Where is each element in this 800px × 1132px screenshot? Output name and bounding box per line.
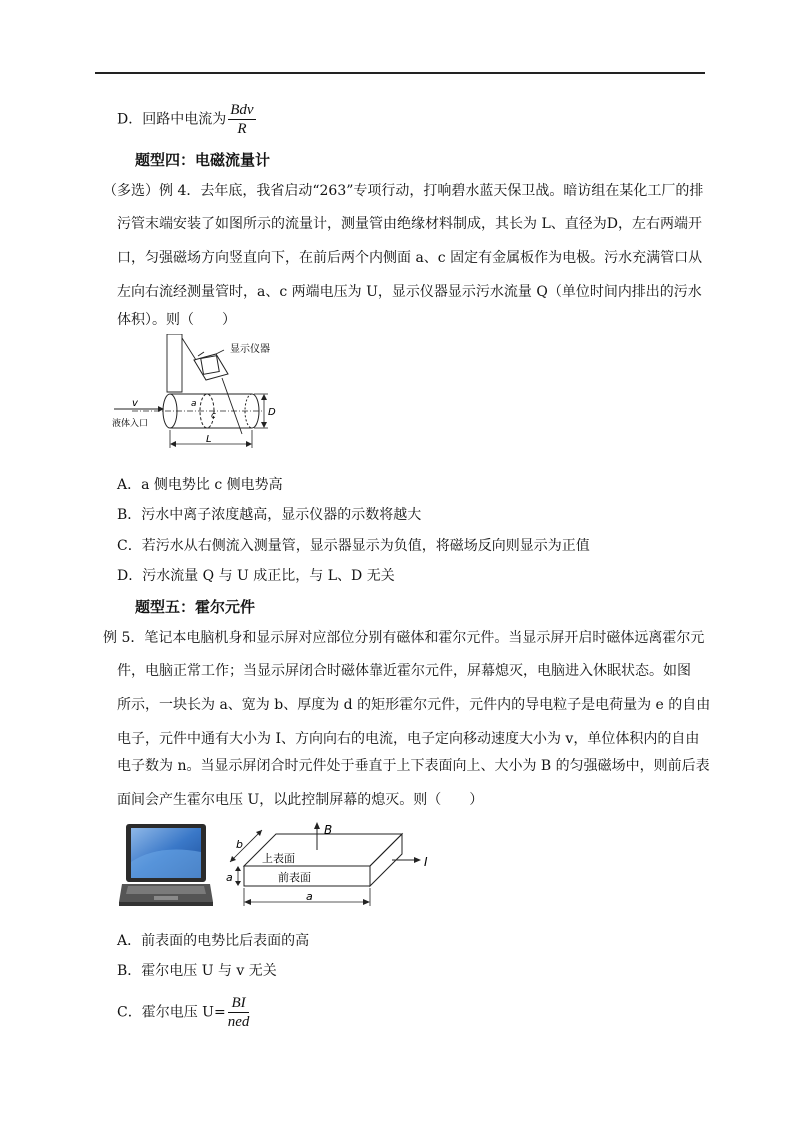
prev-option-d: D．回路中电流为 $\frac{\text{Bdv}}{R}$ <box>117 102 254 137</box>
header-rule <box>95 72 705 74</box>
b-label: b <box>236 838 243 851</box>
display-instrument <box>194 352 228 380</box>
section5-option-c: C．霍尔电压 U= $\frac{BI}{\text{ned}}$ <box>117 995 250 1030</box>
inlet-label: 液体入口 <box>112 419 149 429</box>
a-bottom-label: a <box>306 890 313 903</box>
fraction-bi-over-ned: $\frac{BI}{\text{ned}}$ <box>227 995 250 1030</box>
measuring-pipe <box>132 394 262 428</box>
section4-question-line: 口，匀强磁场方向竖直向下，在前后两个内侧面 a、c 固定有金属板作为电极。污水充满管口从 <box>117 250 703 266</box>
section5-question-line: 所示，一块长为 a、宽为 b、厚度为 d 的矩形霍尔元件，元件内的导电粒子是电荷量为 e 的自由 <box>117 697 711 713</box>
section5-question-line: 件，电脑正常工作；当显示屏闭合时磁体靠近霍尔元件，屏幕熄灭，电脑进入休眠状态。如图 <box>117 663 691 679</box>
c-label: c <box>211 411 216 421</box>
display-label: 显示仪器 <box>230 344 270 355</box>
section5-question-line: 例 5．笔记本电脑机身和显示屏对应部位分别有磁体和霍尔元件。当显示屏开启时磁体远离霍尔元 <box>103 630 705 646</box>
hall-element-figure <box>222 820 437 910</box>
laptop-image <box>118 822 213 908</box>
section5-question-line: 电子数为 n。当显示屏闭合时元件处于垂直于上下表面向上、大小为 B 的匀强磁场中，则前后表 <box>117 758 710 774</box>
section5-question-line: 电子，元件中通有大小为 I、方向向右的电流，电子定向移动速度大小为 v，单位体积内的自由 <box>117 731 700 747</box>
section4-option-a: A．a 侧电势比 c 侧电势高 <box>117 477 283 493</box>
a-label: a <box>191 399 197 409</box>
D-label: D <box>268 407 276 418</box>
section5-heading: 题型五：霍尔元件 <box>135 598 256 616</box>
section4-question-line: 污管末端安装了如图所示的流量计，测量管由绝缘材料制成，其长为 L、直径为D，左右两端开 <box>117 216 702 232</box>
section4-option-d: D．污水流量 Q 与 U 成正比，与 L、D 无关 <box>117 568 395 584</box>
section4-option-c: C．若污水从右侧流入测量管，显示器显示为负值，将磁场反向则显示为正值 <box>117 538 590 554</box>
section5-option-a: A．前表面的电势比后表面的高 <box>117 933 310 949</box>
a-side-label: a <box>226 871 233 884</box>
section4-question-line: 左向右流经测量管时，a、c 两端电压为 U，显示仪器显示污水流量 Q（单位时间内排出的污水 <box>117 284 702 300</box>
flowmeter-figure <box>112 334 282 456</box>
section4-heading: 题型四：电磁流量计 <box>135 151 271 169</box>
section4-question-line: 体积）。则（ ） <box>117 312 236 328</box>
section5-option-b: B．霍尔电压 U 与 v 无关 <box>117 963 277 979</box>
section4-question-line: （多选）例 4．去年底，我省启动“263”专项行动，打响碧水蓝天保卫战。暗访组在某化工厂的排 <box>103 183 704 199</box>
section4-option-b: B．污水中离子浓度越高，显示仪器的示数将越大 <box>117 507 422 523</box>
fraction-bdv-over-r: $\frac{\text{Bdv}}{R}$ <box>230 102 254 137</box>
section5-question-line: 面间会产生霍尔电压 U，以此控制屏幕的熄灭。则（ ） <box>117 792 484 808</box>
L-label: L <box>206 434 212 445</box>
I-label: I <box>424 855 428 869</box>
B-label: B <box>324 823 333 837</box>
top-face-label: 上表面 <box>262 852 295 865</box>
front-face-label: 前表面 <box>278 871 311 884</box>
v-label: v <box>132 398 138 409</box>
